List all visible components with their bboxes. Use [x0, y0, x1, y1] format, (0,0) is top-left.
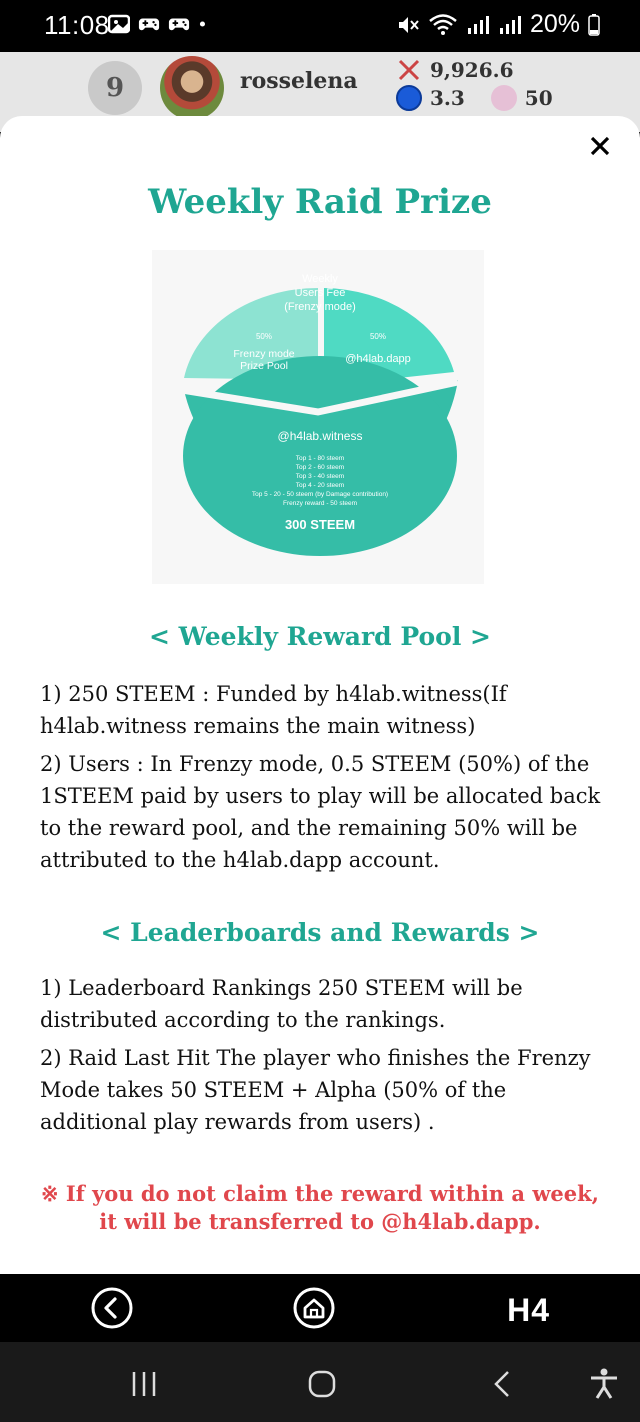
signal-icon — [498, 14, 522, 36]
prize-pie-chart — [152, 250, 484, 584]
app-bottom-bar — [0, 1274, 640, 1342]
claim-warning-line-2: it will be transferred to @h4lab.dapp. — [99, 1209, 541, 1234]
battery-icon — [588, 14, 600, 36]
home-icon[interactable] — [304, 1366, 340, 1402]
steem-power-value: 3.3 — [430, 86, 465, 110]
pie-top-label-1: Weekly — [302, 273, 338, 285]
prize-pie-image — [152, 250, 484, 584]
avatar — [160, 56, 224, 120]
player-stats — [396, 56, 553, 112]
pie-left-pct: 50% — [255, 332, 273, 341]
reward-pool-item-2: 2) Users : In Frenzy mode, 0.5 STEEM (50%) of the 1STEEM paid by users to play will be allocated back to the reward pool, and the remaining 50% will be attributed to the h4lab.dapp account. — [40, 752, 601, 872]
status-time: 11:08 — [44, 10, 110, 40]
mute-icon — [396, 14, 420, 36]
pie-bottom-total: 300 STEEM — [284, 517, 356, 532]
pie-right-pct: 50% — [369, 332, 387, 341]
pie-top-label-3: (Frenzy mode) — [284, 301, 356, 313]
recents-icon[interactable] — [126, 1366, 162, 1402]
rank-badge: 9 — [88, 61, 142, 115]
modal-title: Weekly Raid Prize — [148, 182, 492, 222]
username: rosselena — [240, 68, 358, 94]
steem-icon — [396, 85, 422, 111]
weekly-raid-prize-modal — [0, 116, 640, 1274]
home-icon[interactable] — [292, 1286, 336, 1330]
pie-bottom-line: Top 3 - 40 steem — [295, 473, 345, 480]
character-icon — [491, 85, 517, 111]
accessibility-icon[interactable] — [586, 1366, 622, 1402]
gamepad-icon — [138, 14, 160, 34]
pie-left-label-1: Frenzy mode — [233, 348, 295, 360]
damage-stat — [396, 56, 553, 84]
h4-logo[interactable]: H4 — [507, 1292, 550, 1328]
leaderboards-item-1: 1) Leaderboard Rankings 250 STEEM will be distributed according to the rankings. — [40, 976, 523, 1032]
close-icon[interactable] — [586, 132, 614, 160]
reward-pool-heading: < Weekly Reward Pool > — [149, 622, 491, 651]
gamepad-icon — [168, 14, 190, 34]
crossed-swords-icon — [396, 57, 422, 83]
signal-icon — [466, 14, 490, 36]
back-icon[interactable] — [90, 1286, 134, 1330]
pie-bottom-line: Top 4 - 20 steem — [295, 482, 345, 489]
pie-bottom-line: Frenzy reward - 50 steem — [282, 500, 358, 507]
damage-value: 9,926.6 — [430, 58, 514, 82]
status-bar — [0, 0, 640, 52]
wifi-icon — [428, 13, 458, 37]
pie-left-label-2: Prize Pool — [240, 360, 288, 372]
leaderboards-heading: < Leaderboards and Rewards > — [100, 918, 540, 947]
battery-percent: 20% — [529, 10, 580, 38]
count-value: 50 — [524, 86, 553, 110]
pie-right-label: @h4lab.dapp — [345, 353, 411, 365]
pie-bottom-line: Top 5 - 20 - 50 steem (by Damage contribution) — [251, 491, 389, 498]
steem-stat — [396, 84, 553, 112]
system-icons — [396, 10, 600, 39]
leaderboards-item-2: 2) Raid Last Hit The player who finishes the Frenzy Mode takes 50 STEEM + Alpha (50% of the additional play rewards from users) . — [40, 1046, 591, 1134]
pie-bottom-line: Top 2 - 60 steem — [295, 464, 345, 471]
reward-pool-item-1: 1) 250 STEEM : Funded by h4lab.witness(If h4lab.witness remains the main witness) — [40, 682, 507, 738]
pie-bottom-line: Top 1 - 80 steem — [295, 455, 345, 462]
claim-warning-line-1: ※ If you do not claim the reward within a week, — [41, 1181, 599, 1206]
system-nav-bar — [0, 1342, 640, 1422]
back-icon[interactable] — [486, 1366, 522, 1402]
gallery-icon — [108, 14, 130, 34]
notification-icons — [108, 14, 212, 34]
pie-bottom-title: @h4lab.witness — [277, 429, 363, 443]
pie-top-label-2: Users Fee — [294, 287, 346, 299]
dot-icon — [198, 14, 212, 34]
